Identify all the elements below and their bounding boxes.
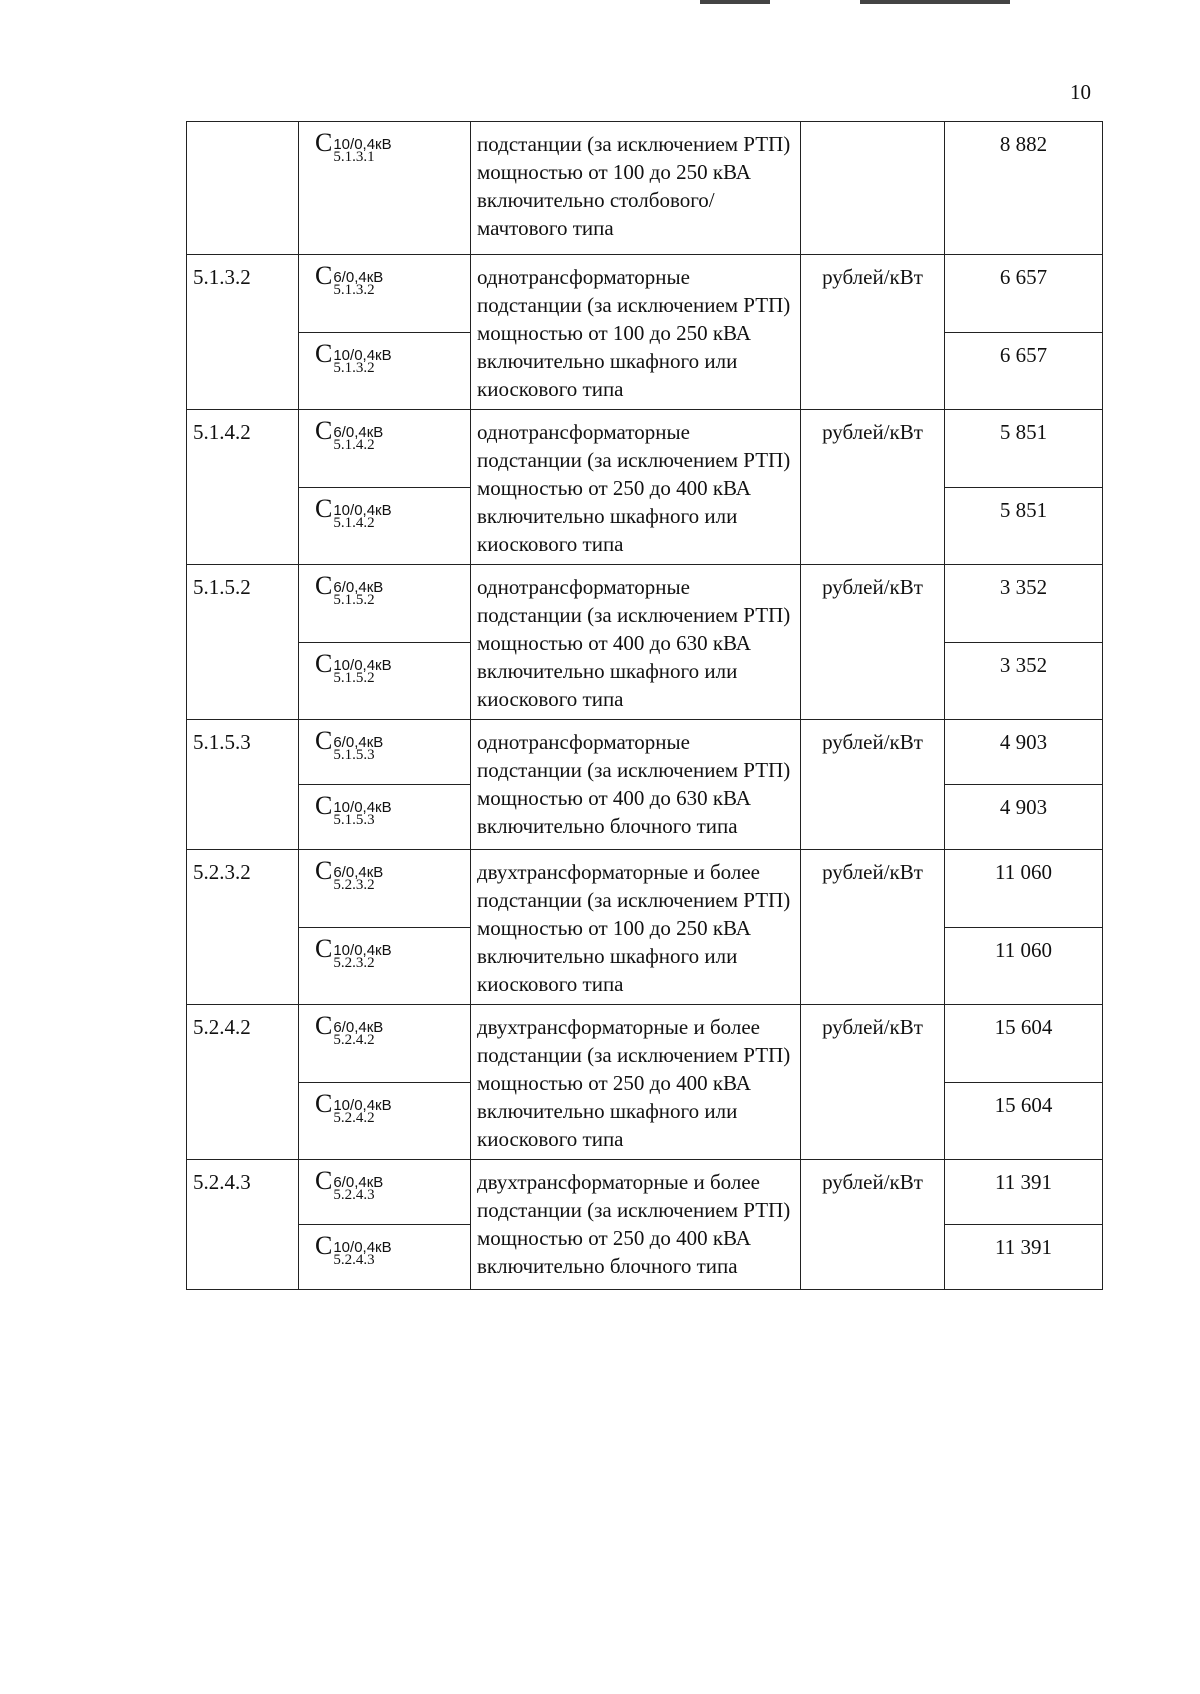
rate-code-cell: [299, 410, 471, 488]
rate-code-cell: [299, 850, 471, 928]
description-cell: однотрансформаторные подстанции (за исключением РТП) мощностью от 400 до 630 кВА включительно шкафного или киоскового типа: [471, 565, 801, 720]
unit-cell: рублей/кВт: [801, 850, 945, 1005]
row-number: 5.1.5.2: [187, 565, 299, 720]
rate-code-cell: [299, 1160, 471, 1225]
rate-code-10kv: C 10/0,4кВ 5.1.4.2: [315, 493, 392, 531]
value-cell-10kv: 3 352: [945, 642, 1103, 720]
rate-code-cell: [299, 720, 471, 785]
rate-code: C 10/0,4кВ 5.1.3.1: [315, 128, 392, 165]
rate-code-cell: [299, 1005, 471, 1083]
value-cell-6kv: 11 391: [945, 1160, 1103, 1225]
rate-code-cell: [299, 332, 471, 410]
rate-code-10kv: C 10/0,4кВ 5.2.3.2: [315, 933, 392, 971]
scan-artifact: [700, 0, 770, 4]
description-cell: двухтрансформаторные и более подстанции (за исключением РТП) мощностью от 250 до 400 кВА включительно шкафного или киоскового типа: [471, 1005, 801, 1160]
page-number: 10: [1070, 80, 1091, 104]
row-number: 5.1.5.3: [187, 720, 299, 850]
rate-code-6kv: C 6/0,4кВ 5.1.5.2: [315, 571, 384, 608]
rate-code-cell: [299, 1082, 471, 1160]
value-cell-10kv: 11 391: [945, 1225, 1103, 1290]
table-row: [187, 255, 1103, 333]
description-cell: подстанции (за исключением РТП) мощностью от 100 до 250 кВА включительно столбового/мачтового типа: [471, 122, 801, 255]
rate-code-cell: [299, 642, 471, 720]
rate-code-10kv: C 10/0,4кВ 5.1.3.2: [315, 338, 392, 376]
rate-code-10kv: C 10/0,4кВ 5.2.4.2: [315, 1088, 392, 1126]
description-cell: двухтрансформаторные и более подстанции (за исключением РТП) мощностью от 250 до 400 кВА включительно блочного типа: [471, 1160, 801, 1290]
rate-code-cell: [299, 1225, 471, 1290]
unit-cell: рублей/кВт: [801, 255, 945, 410]
rate-code-cell: [299, 565, 471, 643]
value-cell-10kv: 15 604: [945, 1082, 1103, 1160]
rate-code-6kv: C 6/0,4кВ 5.2.4.2: [315, 1011, 384, 1048]
rate-code-10kv: C 10/0,4кВ 5.2.4.3: [315, 1231, 392, 1268]
rate-code-6kv: C 6/0,4кВ 5.1.4.2: [315, 416, 384, 453]
unit-cell: рублей/кВт: [801, 1005, 945, 1160]
unit-cell: рублей/кВт: [801, 720, 945, 850]
value-cell-10kv: 6 657: [945, 332, 1103, 410]
unit-cell: рублей/кВт: [801, 1160, 945, 1290]
rate-code-cell: [299, 927, 471, 1005]
row-number: 5.1.3.2: [187, 255, 299, 410]
value-cell-6kv: 11 060: [945, 850, 1103, 928]
rate-code-10kv: C 10/0,4кВ 5.1.5.3: [315, 791, 392, 828]
unit-cell: [801, 122, 945, 255]
value-cell-6kv: 6 657: [945, 255, 1103, 333]
value-cell-10kv: 5 851: [945, 487, 1103, 565]
table-row: [187, 122, 1103, 255]
row-number: 5.2.4.2: [187, 1005, 299, 1160]
table-row: [187, 1005, 1103, 1083]
value-cell-6kv: 4 903: [945, 720, 1103, 785]
row-number: 5.1.4.2: [187, 410, 299, 565]
row-number: 5.2.3.2: [187, 850, 299, 1005]
table-row: [187, 720, 1103, 785]
rate-code-cell: [299, 122, 471, 255]
rate-code-6kv: C 6/0,4кВ 5.2.4.3: [315, 1166, 384, 1203]
table-row: [187, 565, 1103, 643]
description-cell: однотрансформаторные подстанции (за исключением РТП) мощностью от 100 до 250 кВА включительно шкафного или киоскового типа: [471, 255, 801, 410]
value-cell: 8 882: [945, 122, 1103, 255]
value-cell-10kv: 4 903: [945, 785, 1103, 850]
description-cell: однотрансформаторные подстанции (за исключением РТП) мощностью от 400 до 630 кВА включительно блочного типа: [471, 720, 801, 850]
rate-code-6kv: C 6/0,4кВ 5.2.3.2: [315, 856, 384, 893]
rate-code-cell: [299, 785, 471, 850]
unit-cell: рублей/кВт: [801, 565, 945, 720]
rate-code-6kv: C 6/0,4кВ 5.1.3.2: [315, 261, 384, 298]
table-row: [187, 1160, 1103, 1225]
rate-code-cell: [299, 487, 471, 565]
unit-cell: рублей/кВт: [801, 410, 945, 565]
row-number-cell: [187, 122, 299, 255]
scan-artifact: [860, 0, 1010, 4]
table-row: [187, 410, 1103, 488]
value-cell-6kv: 3 352: [945, 565, 1103, 643]
row-number: 5.2.4.3: [187, 1160, 299, 1290]
rate-code-cell: [299, 255, 471, 333]
value-cell-6kv: 5 851: [945, 410, 1103, 488]
tariff-table: [186, 121, 1103, 1290]
value-cell-6kv: 15 604: [945, 1005, 1103, 1083]
description-cell: двухтрансформаторные и более подстанции (за исключением РТП) мощностью от 100 до 250 кВА включительно шкафного или киоскового типа: [471, 850, 801, 1005]
value-cell-10kv: 11 060: [945, 927, 1103, 1005]
description-cell: однотрансформаторные подстанции (за исключением РТП) мощностью от 250 до 400 кВА включительно шкафного или киоскового типа: [471, 410, 801, 565]
rate-code-6kv: C 6/0,4кВ 5.1.5.3: [315, 726, 384, 763]
table-row: [187, 850, 1103, 928]
rate-code-10kv: C 10/0,4кВ 5.1.5.2: [315, 648, 392, 686]
